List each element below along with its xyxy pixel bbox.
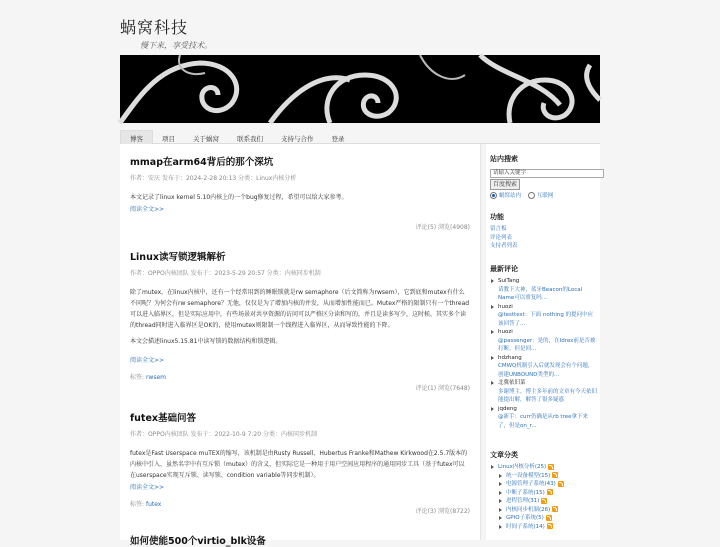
comment-item — [490, 277, 598, 303]
comment-text[interactable]: CMWQ机制引入后就发现会有个问题，创建UNBOUND类型的... — [498, 363, 594, 378]
comment-author: huozi — [498, 329, 513, 335]
post-item — [130, 249, 470, 392]
meta-author-label: 作者： — [130, 270, 149, 277]
function-link[interactable]: 评论列表 — [490, 234, 513, 241]
post-excerpt: 除了mutex，在linux内核中，还有一个经常用到的睡眠锁就是rw semaphore（后文简称为rwsem），它到底和mutex有什么不同呢？为何会有rw semaphore？无他，仅仅是为了增加内核的并发，从而增加性能而已。Mutex严格的限制只有一个thread可以进入临界区，但是实际应用中，有些场景对共享资源的访问可以严格区分读和写的，并且是读多写少，这时候，其实多个读的thread同时进入临界区是OK的，使用mutex则限制一个线程进入临界区，从而导致性能的下降。 — [130, 289, 470, 329]
bullet-icon — [499, 482, 502, 486]
post-tags — [130, 372, 470, 381]
post-meta — [130, 429, 470, 438]
post-stats[interactable]: 评论(5) 浏览(4908) — [415, 224, 470, 231]
category-link[interactable]: 统一设备模型(15) — [506, 472, 551, 479]
radio-site[interactable] — [490, 192, 497, 199]
read-more-link[interactable]: 阅读全文>> — [130, 206, 165, 213]
post-category[interactable]: 内核同步机制 — [280, 431, 317, 438]
post-list — [120, 144, 481, 547]
rss-icon[interactable] — [548, 464, 554, 470]
category-link[interactable]: 内核同步机制(26) — [506, 506, 551, 513]
comment-author: jqdeng — [498, 405, 517, 412]
post-author: OPPO内核团队 — [148, 270, 189, 277]
nav-contact[interactable]: 联系我们 — [237, 135, 263, 143]
radio-site-label[interactable]: 蜗窝站内 — [499, 193, 522, 199]
function-link[interactable]: 留言板 — [490, 226, 507, 232]
tags-label: 标签: — [130, 501, 145, 508]
bullet-icon — [499, 474, 502, 478]
comment-text[interactable]: @passenger：是的，在Idrex前是否被打断，但是回... — [498, 337, 596, 352]
category-item — [490, 480, 598, 489]
bullet-icon — [491, 279, 494, 283]
comment-author: huozi — [498, 303, 513, 310]
category-link[interactable]: 电源管理子系统(43) — [506, 481, 556, 487]
search-input[interactable]: 请输入关键字 — [490, 169, 604, 178]
comment-item — [490, 328, 598, 354]
bullet-icon — [491, 407, 494, 411]
read-more-link[interactable]: 阅读全文>> — [130, 357, 165, 364]
tag-link[interactable]: futex — [145, 501, 162, 508]
bullet-icon — [491, 305, 494, 309]
nav-projects[interactable]: 项目 — [162, 135, 175, 143]
category-link[interactable]: 进程管理(31) — [506, 498, 540, 504]
category-link[interactable]: Linux内核分析(25) — [498, 464, 547, 470]
comment-item — [490, 303, 598, 329]
category-link[interactable]: 时间子系统(14) — [506, 523, 545, 530]
main-nav — [120, 126, 600, 144]
site-description: 慢下来，享受技术。 — [140, 41, 212, 50]
nav-blog[interactable]: 博客 — [120, 130, 153, 148]
post-item — [130, 533, 470, 547]
rss-icon[interactable] — [546, 515, 552, 521]
post-excerpt: 本文记录了linux kernel 5.10内核上的一个bug修复过程，希望可以给大家参考。 — [130, 194, 348, 201]
category-link[interactable]: GPIO子系统(5) — [506, 515, 544, 521]
meta-author-label: 作者： — [130, 431, 149, 438]
comment-text[interactable]: 请教下大神，蓝牙Beacon的Local Name可以重复吗... — [498, 286, 583, 301]
post-author: 安庆 — [148, 175, 161, 182]
tag-link[interactable]: rwsem — [145, 374, 166, 381]
tags-label: 标签: — [130, 374, 145, 381]
rss-icon[interactable] — [547, 489, 553, 495]
category-item — [490, 472, 598, 481]
nav-about[interactable]: 关于蜗窝 — [193, 135, 219, 143]
bullet-icon — [491, 356, 494, 360]
post-category[interactable]: Linux内核分析 — [256, 175, 297, 182]
rss-icon[interactable] — [552, 506, 558, 512]
post-author: OPPO内核团队 — [148, 431, 189, 438]
category-item — [490, 506, 598, 515]
post-date: 发布于：2024-2-28 20:13 分类： — [161, 175, 257, 182]
category-item — [490, 514, 598, 523]
category-item — [490, 463, 598, 472]
post-title[interactable]: 如何使能500个virtio_blk设备 — [130, 536, 266, 547]
category-link[interactable]: 中断子系统(15) — [506, 489, 545, 496]
function-link[interactable]: 支持者列表 — [490, 243, 518, 249]
read-more-link[interactable]: 阅读全文>> — [130, 484, 165, 491]
bullet-icon — [491, 465, 494, 469]
comments-list — [490, 277, 598, 430]
comment-item — [490, 354, 598, 380]
bullet-icon — [491, 381, 494, 385]
comment-author: hdzhang — [498, 354, 522, 361]
post-excerpt-2: 本文会描述linux5.15.81中读写锁的数据结构和锁逻辑。 — [130, 338, 282, 345]
functions-list — [490, 225, 518, 251]
post-stats[interactable]: 评论(1) 浏览(7648) — [415, 385, 470, 392]
site-title[interactable]: 蜗窝科技 — [120, 18, 189, 37]
rss-icon[interactable] — [541, 498, 547, 504]
bullet-icon — [499, 525, 502, 529]
comments-heading: 最新评论 — [490, 265, 518, 273]
category-item — [490, 523, 598, 532]
rss-icon[interactable] — [558, 481, 564, 487]
bullet-icon — [499, 499, 502, 503]
post-excerpt: futex是Fast Userspace muTEX的缩写，该机制是由Rusty Russell、Hubertus Franke和Mathew Kirkwood在2.5.7版本的内核中引入，虽然名字中有互斥锁（mutex）的含义，但实际它是一种用于用户空间应用程序的通用同步工具（基于futex可以在userspace实现互斥锁、读写锁、condition variable等同步机制）。 — [130, 450, 468, 479]
bullet-icon — [491, 330, 494, 334]
functions-heading: 功能 — [490, 213, 504, 221]
post-stats[interactable]: 评论(3) 浏览(8722) — [415, 508, 470, 515]
post-item — [130, 154, 470, 231]
comment-item — [490, 405, 598, 431]
post-title[interactable]: futex基础问答 — [130, 413, 197, 424]
post-title[interactable]: mmap在arm64背后的那个深坑 — [130, 157, 274, 168]
comment-item — [490, 379, 598, 405]
meta-author-label: 作者： — [130, 175, 149, 182]
comment-author: SuiTang — [498, 278, 520, 284]
bullet-icon — [499, 516, 502, 520]
comment-text[interactable]: @testtest：下面 nothing 的提问中应该回答了... — [498, 312, 594, 327]
page-wrapper — [120, 0, 600, 547]
nav-support[interactable]: 支持与合作 — [281, 135, 314, 143]
post-meta — [130, 173, 470, 182]
post-date: 发布于：2023-5-29 20:57 分类： — [190, 270, 285, 277]
post-meta — [130, 268, 470, 277]
post-item — [130, 410, 470, 515]
bullet-icon — [499, 508, 502, 512]
sidebar — [486, 144, 600, 540]
comment-text[interactable]: 多谢博主，博主多年前的文章有今天依旧能提出解，解答了很多疑惑 — [498, 388, 598, 403]
comment-text[interactable]: @新手：curr仍确是从rb tree拿下来了，但是on_r... — [498, 414, 589, 429]
search-heading: 站内搜索 — [490, 155, 518, 163]
bullet-icon — [499, 491, 502, 495]
categories-heading: 文章分类 — [490, 451, 518, 459]
category-item — [490, 497, 598, 506]
post-title[interactable]: Linux读写锁逻辑解析 — [130, 252, 226, 263]
post-category[interactable]: 内核同步机制 — [284, 270, 321, 277]
nav-login[interactable]: 登录 — [331, 135, 345, 143]
category-item — [490, 489, 598, 498]
categories-list — [490, 463, 598, 531]
radio-web-label[interactable]: 互联网 — [536, 193, 554, 199]
radio-web[interactable] — [528, 192, 535, 199]
rss-icon[interactable] — [547, 523, 553, 529]
post-date: 发布于：2022-10-9 7:20 分类： — [190, 431, 281, 438]
snail-banner-graphic — [120, 55, 600, 123]
banner-image — [120, 55, 600, 123]
rss-icon[interactable] — [552, 472, 558, 478]
search-button[interactable]: 百度搜索 — [490, 179, 520, 190]
comment-author: 北冀依旧菜 — [498, 380, 526, 386]
search-scope — [490, 191, 558, 199]
